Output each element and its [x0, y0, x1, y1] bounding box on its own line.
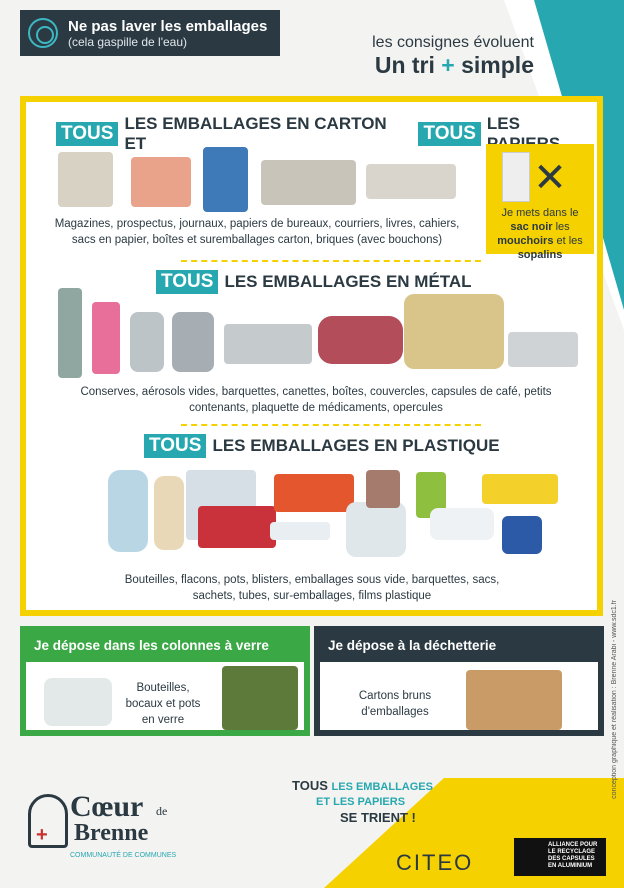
magazines-image	[261, 160, 356, 205]
logo-brenne: Brenne	[74, 820, 149, 846]
plastic-caption: Bouteilles, flacons, pots, blisters, emballages sous vide, barquettes, sacs, sachets, tubes, sur-emballages, films plastique	[124, 574, 500, 602]
slogan-line2: ET LES PAPIERS	[316, 796, 406, 808]
divider	[181, 260, 481, 262]
food-box-image	[430, 508, 494, 540]
can-image	[130, 312, 164, 372]
cheese-pack-image	[198, 506, 276, 548]
glass-caption: Bouteilles, bocaux et pots en verre	[125, 682, 201, 726]
tagline-un-tri: Un tri	[374, 52, 435, 78]
tagline-simple: simple	[461, 52, 534, 78]
logo-coeur: Cœur	[70, 790, 144, 823]
aerosol-image	[58, 288, 82, 378]
glass-panel	[20, 626, 310, 736]
tagline-line1: les consignes évoluent	[372, 34, 534, 51]
lids-image	[404, 294, 504, 369]
tissues-crossed-icon: ✕	[492, 150, 588, 206]
glass-title: Je dépose dans les colonnes à verre	[26, 632, 304, 662]
pill-blister-image	[224, 324, 312, 364]
foil-tray-image	[508, 332, 578, 367]
cross-icon: +	[36, 824, 48, 846]
tagline-line2	[375, 52, 534, 79]
pot-image	[366, 470, 400, 508]
alliance-logo: ALLIANCE POUR LE RECYCLAGE DES CAPSULES EN ALUMINIUM	[514, 838, 606, 876]
dump-panel	[314, 626, 604, 736]
water-bottle-image	[108, 470, 148, 552]
metal-caption: Conserves, aérosols vides, barquettes, canettes, boîtes, couvercles, capsules de café, petits contenants, plaquette de médicaments, opercules	[80, 386, 552, 414]
plus-icon: +	[441, 52, 455, 78]
newspapers-image	[366, 164, 456, 199]
divider	[181, 424, 481, 426]
papers-title: LES	[486, 114, 520, 133]
metal-section-title	[156, 270, 472, 294]
tous-badge: TOUS	[144, 434, 206, 458]
carton-caption: Magazines, prospectus, journaux, papiers de bureaux, courriers, livres, cahiers, sacs en papier, boîtes et suremballages carton, briques (avec bouchons)	[54, 218, 460, 246]
cereal-box-blue-image	[203, 147, 248, 212]
slogan-line3: SE TRIENT !	[340, 810, 416, 825]
tous-badge: TOUS	[156, 270, 218, 294]
credit-text: conception graphique et réalisation : Brenne Arabi - www.sdc1.fr	[611, 600, 618, 799]
black-bag-text: Je mets dans le sac noir les mouchoirs et les sopalins	[497, 207, 583, 261]
toothpaste-tube-image	[270, 522, 330, 540]
jars-image	[44, 678, 112, 726]
metal-title: LES EMBALLAGES EN MÉTAL	[224, 272, 472, 291]
no-wash-banner	[20, 10, 280, 56]
coffee-capsules-image	[318, 316, 403, 364]
carton-title: LES EMBALLAGES EN CARTON ET	[124, 114, 387, 153]
cereal-box-image	[131, 157, 191, 207]
mayo-bottle-image	[154, 476, 184, 550]
logo-de: de	[156, 804, 168, 818]
tray-image	[482, 474, 558, 504]
plastic-section-title	[144, 434, 500, 458]
coeur-de-brenne-logo	[28, 790, 178, 870]
tous-badge: TOUS	[56, 122, 118, 146]
heart-icon	[28, 794, 68, 848]
slogan-rest: LES EMBALLAGES	[331, 781, 433, 793]
plastic-title: LES EMBALLAGES EN PLASTIQUE	[212, 436, 500, 455]
black-bag-note	[486, 144, 594, 261]
carton-box-image	[58, 152, 113, 207]
slogan-tous: TOUS	[292, 778, 328, 793]
chips-bag-image	[274, 474, 354, 512]
dump-caption: Cartons bruns d'emballages	[358, 690, 432, 718]
cardboard-boxes-image	[466, 670, 562, 730]
tous-badge: TOUS	[418, 122, 480, 146]
banner-subtitle: (cela gaspille de l'eau)	[68, 34, 188, 49]
water-spiral-icon	[28, 18, 58, 48]
citeo-logo: CITEO	[396, 850, 474, 875]
plastic-film-image	[346, 502, 406, 557]
dump-title: Je dépose à la déchetterie	[320, 632, 598, 662]
spray-can-image	[92, 302, 120, 374]
bottles-image	[222, 666, 298, 730]
cream-pot-image	[502, 516, 542, 554]
tin-can-image	[172, 312, 214, 372]
banner-title: Ne pas laver les emballages	[68, 17, 268, 35]
all-packaging-slogan	[292, 778, 433, 825]
logo-subtitle: COMMUNAUTÉ DE COMMUNES	[70, 852, 177, 859]
yellow-bag-panel	[20, 96, 603, 616]
